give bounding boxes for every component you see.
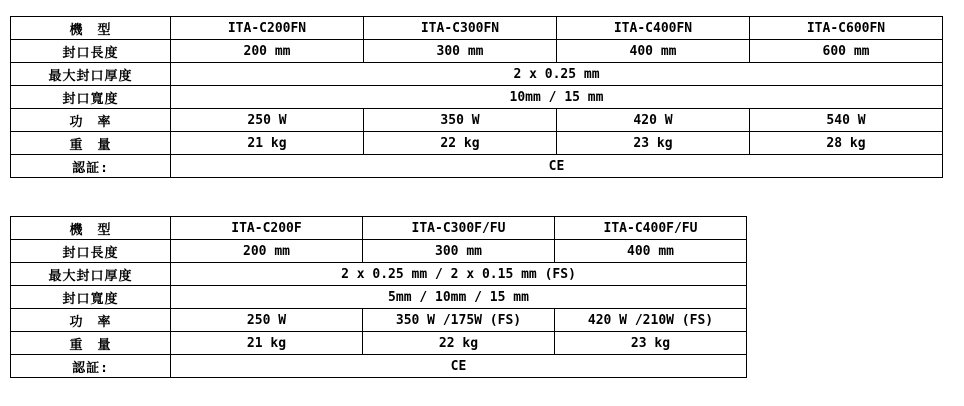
seal-length-cell: 400 mm bbox=[557, 40, 750, 63]
row-label-certification: 認証: bbox=[11, 355, 171, 378]
row-label-max-thickness: 最大封口厚度 bbox=[11, 263, 171, 286]
row-label-seal-width: 封口寬度 bbox=[11, 86, 171, 109]
model-cell: ITA-C600FN bbox=[750, 17, 943, 40]
table-row-max-thickness bbox=[11, 263, 747, 286]
max-thickness-cell: 2 x 0.25 mm bbox=[171, 63, 943, 86]
model-cell: ITA-C300F/FU bbox=[363, 217, 555, 240]
table-row-weight bbox=[11, 332, 747, 355]
seal-length-cell: 400 mm bbox=[555, 240, 747, 263]
power-cell: 250 W bbox=[171, 309, 363, 332]
weight-cell: 28 kg bbox=[750, 132, 943, 155]
model-cell: ITA-C400F/FU bbox=[555, 217, 747, 240]
table-row-seal-length bbox=[11, 40, 943, 63]
seal-length-cell: 600 mm bbox=[750, 40, 943, 63]
table-row-max-thickness bbox=[11, 63, 943, 86]
table-row-seal-width bbox=[11, 286, 747, 309]
seal-width-cell: 10mm / 15 mm bbox=[171, 86, 943, 109]
row-label-seal-width: 封口寬度 bbox=[11, 286, 171, 309]
row-label-certification: 認証: bbox=[11, 155, 171, 178]
table-row-model bbox=[11, 17, 943, 40]
certification-cell: CE bbox=[171, 355, 747, 378]
row-label-max-thickness: 最大封口厚度 bbox=[11, 63, 171, 86]
power-cell: 420 W bbox=[557, 109, 750, 132]
seal-length-cell: 200 mm bbox=[171, 40, 364, 63]
weight-cell: 22 kg bbox=[364, 132, 557, 155]
power-cell: 350 W /175W (FS) bbox=[363, 309, 555, 332]
row-label-power: 功 率 bbox=[11, 309, 171, 332]
seal-width-cell: 5mm / 10mm / 15 mm bbox=[171, 286, 747, 309]
table-row-seal-width bbox=[11, 86, 943, 109]
spec-table-1 bbox=[10, 16, 943, 178]
power-cell: 540 W bbox=[750, 109, 943, 132]
row-label-weight: 重 量 bbox=[11, 132, 171, 155]
row-label-model: 機 型 bbox=[11, 17, 171, 40]
row-label-weight: 重 量 bbox=[11, 332, 171, 355]
table-row-power bbox=[11, 309, 747, 332]
row-label-model: 機 型 bbox=[11, 217, 171, 240]
max-thickness-cell: 2 x 0.25 mm / 2 x 0.15 mm (FS) bbox=[171, 263, 747, 286]
model-cell: ITA-C400FN bbox=[557, 17, 750, 40]
weight-cell: 22 kg bbox=[363, 332, 555, 355]
seal-length-cell: 200 mm bbox=[171, 240, 363, 263]
seal-length-cell: 300 mm bbox=[364, 40, 557, 63]
table-row-seal-length bbox=[11, 240, 747, 263]
power-cell: 250 W bbox=[171, 109, 364, 132]
row-label-seal-length: 封口長度 bbox=[11, 40, 171, 63]
spec-table-2 bbox=[10, 216, 747, 378]
table-row-power bbox=[11, 109, 943, 132]
table-row-weight bbox=[11, 132, 943, 155]
weight-cell: 21 kg bbox=[171, 332, 363, 355]
model-cell: ITA-C200FN bbox=[171, 17, 364, 40]
row-label-seal-length: 封口長度 bbox=[11, 240, 171, 263]
weight-cell: 23 kg bbox=[557, 132, 750, 155]
weight-cell: 23 kg bbox=[555, 332, 747, 355]
table-row-certification bbox=[11, 355, 747, 378]
certification-cell: CE bbox=[171, 155, 943, 178]
seal-length-cell: 300 mm bbox=[363, 240, 555, 263]
power-cell: 350 W bbox=[364, 109, 557, 132]
power-cell: 420 W /210W (FS) bbox=[555, 309, 747, 332]
table-row-certification bbox=[11, 155, 943, 178]
weight-cell: 21 kg bbox=[171, 132, 364, 155]
model-cell: ITA-C200F bbox=[171, 217, 363, 240]
table-row-model bbox=[11, 217, 747, 240]
model-cell: ITA-C300FN bbox=[364, 17, 557, 40]
row-label-power: 功 率 bbox=[11, 109, 171, 132]
